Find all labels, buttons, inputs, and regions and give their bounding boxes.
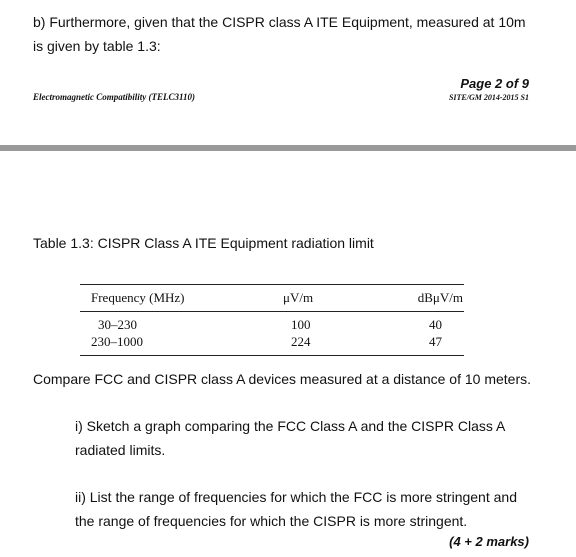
- question-b-line-1: b) Furthermore, given that the CISPR class A ITE Equipment, measured at 10m: [33, 14, 526, 30]
- table-top-rule: [80, 284, 464, 285]
- table-caption: Table 1.3: CISPR Class A ITE Equipment radiation limit: [33, 235, 374, 251]
- cispr-limit-table: [80, 284, 464, 356]
- table-cell: 230–1000: [91, 334, 143, 349]
- part-ii-line-2: the range of frequencies for which the CISPR is more stringent.: [75, 513, 468, 529]
- table-bottom-rule: [80, 355, 464, 356]
- table-cell: 47: [429, 334, 442, 349]
- table-header-rule: [80, 311, 464, 312]
- question-b-line-2: is given by table 1.3:: [33, 38, 161, 54]
- part-ii-line-1: ii) List the range of frequencies for which the FCC is more stringent and: [75, 489, 517, 505]
- part-i-line-1: i) Sketch a graph comparing the FCC Class A and the CISPR Class A: [75, 418, 506, 434]
- table-cell: 224: [291, 334, 311, 349]
- course-title: Electromagnetic Compatibility (TELC3110): [33, 92, 195, 102]
- part-i-line-2: radiated limits.: [75, 442, 166, 458]
- page-number: Page 2 of 9: [460, 76, 529, 91]
- table-cell: 30–230: [98, 317, 137, 332]
- page-break-divider: [0, 145, 576, 151]
- table-header-dbmicrovolt: dBμV/m: [417, 290, 463, 305]
- compare-instruction: Compare FCC and CISPR class A devices measured at a distance of 10 meters.: [33, 371, 532, 387]
- document-code: SITE/GM 2014-2015 S1: [448, 93, 529, 102]
- table-header-microvolt: μV/m: [283, 290, 314, 305]
- table-cell: 100: [291, 317, 311, 332]
- marks-allocation: (4 + 2 marks): [449, 534, 529, 549]
- table-header-frequency: Frequency (MHz): [91, 290, 185, 305]
- table-cell: 40: [429, 317, 442, 332]
